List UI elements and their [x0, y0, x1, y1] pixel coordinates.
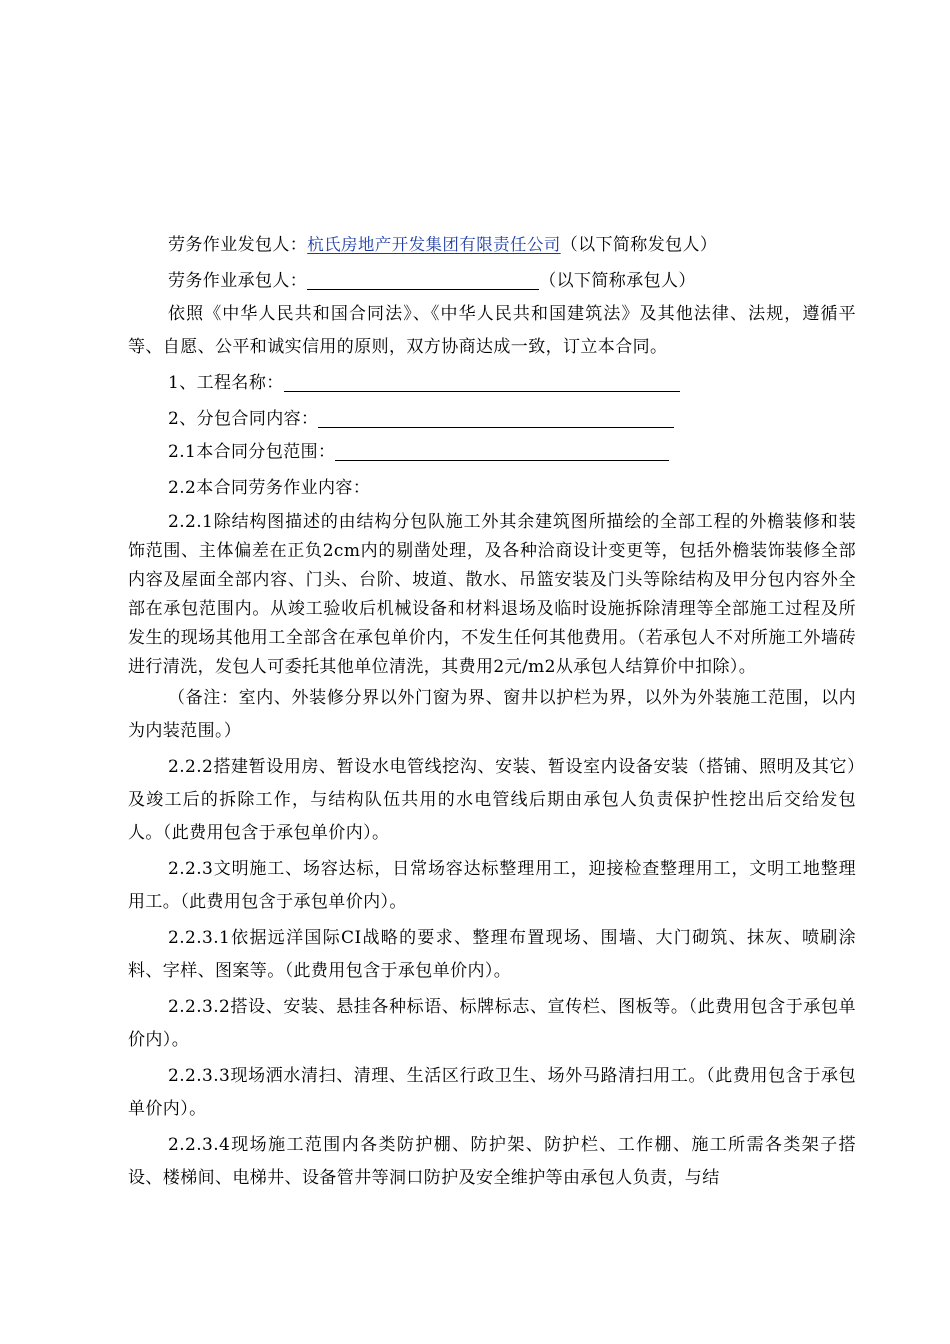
item-subcontract-scope [128, 436, 856, 469]
clause-2-2-3-1: 2.2.3.1依据远洋国际CI战略的要求、整理布置现场、围墙、大门砌筑、抹灰、喷刷涂料、字样、图案等。（此费用包含于承包单价内）。 [128, 928, 856, 981]
clause-2-2-1: 2.2.1除结构图描述的由结构分包队施工外其余建筑图所描绘的全部工程的外檐装修和装饰范围、主体偏差在正负2cm内的剔凿处理，及各种洽商设计变更等，包括外檐装饰装修全部内容及屋面全部内容、门头、台阶、坡道、散水、吊篮安装及门头等除结构及甲分包内容外全部在承包范围内。从竣工验收后机械设备和材料退场及临时设施拆除清理等全部施工过程及所发生的现场其他用工全部含在承包单价内，不发生任何其他费用。（若承包人不对所施工外墙砖进行清洗，发包人可委托其他单位清洗，其费用2元/m2从承包人结算价中扣除）。 [128, 512, 856, 677]
contract-body [128, 228, 856, 1195]
clause-2-2-3-2: 2.2.3.2搭设、安装、悬挂各种标语、标牌标志、宣传栏、图板等。（此费用包含于承包单价内）。 [128, 997, 856, 1050]
contractor-line [128, 265, 856, 298]
clause-2-2-2: 2.2.2搭建暂设用房、暂设水电管线挖沟、安装、暂设室内设备安装（搭铺、照明及其它）及竣工后的拆除工作，与结构队伍共用的水电管线后期由承包人负责保护性挖出后交给发包人。（此费用包含于承包单价内）。 [128, 757, 856, 843]
item-subcontract-content [128, 403, 856, 436]
contractor-label: 劳务作业承包人： [168, 271, 308, 291]
employer-name-link[interactable]: 杭氏房地产开发集团有限责任公司 [307, 235, 561, 254]
subcontract-scope-blank [335, 440, 669, 461]
subcontract-content-blank [318, 407, 674, 428]
clause-2-2-3-3: 2.2.3.3现场洒水清扫、清理、生活区行政卫生、场外马路清扫用工。（此费用包含于承包单价内）。 [128, 1066, 856, 1119]
contractor-blank [307, 269, 539, 290]
project-name-blank [284, 371, 680, 392]
clause-2-2-3-4: 2.2.3.4现场施工范围内各类防护棚、防护架、防护栏、工作棚、施工所需各类架子搭设、楼梯间、电梯井、设备管井等洞口防护及安全维护等由承包人负责，与结 [128, 1135, 856, 1188]
item-subcontract-content-label: 2、分包合同内容： [168, 409, 319, 429]
item-labor-content-heading: 2.2本合同劳务作业内容： [168, 478, 371, 498]
item-project-name-label: 1、工程名称： [168, 373, 284, 393]
preamble-paragraph: 依照《中华人民共和国合同法》、《中华人民共和国建筑法》及其他法律、法规，遵循平等、自愿、公平和诚实信用的原则，双方协商达成一致，订立本合同。 [128, 304, 856, 357]
clause-note: （备注：室内、外装修分界以外门窗为界、窗井以护栏为界，以外为外装施工范围，以内为内装范围。） [128, 688, 856, 741]
employer-suffix: （以下简称发包人） [560, 235, 718, 255]
item-project-name [128, 367, 856, 400]
employer-line [128, 228, 856, 262]
clause-2-2-3: 2.2.3文明施工、场容达标，日常场容达标整理用工，迎接检查整理用工，文明工地整理用工。（此费用包含于承包单价内）。 [128, 859, 856, 912]
employer-label: 劳务作业发包人： [168, 235, 308, 255]
contractor-suffix: （以下简称承包人） [539, 271, 696, 291]
item-subcontract-scope-label: 2.1本合同分包范围： [168, 442, 336, 462]
